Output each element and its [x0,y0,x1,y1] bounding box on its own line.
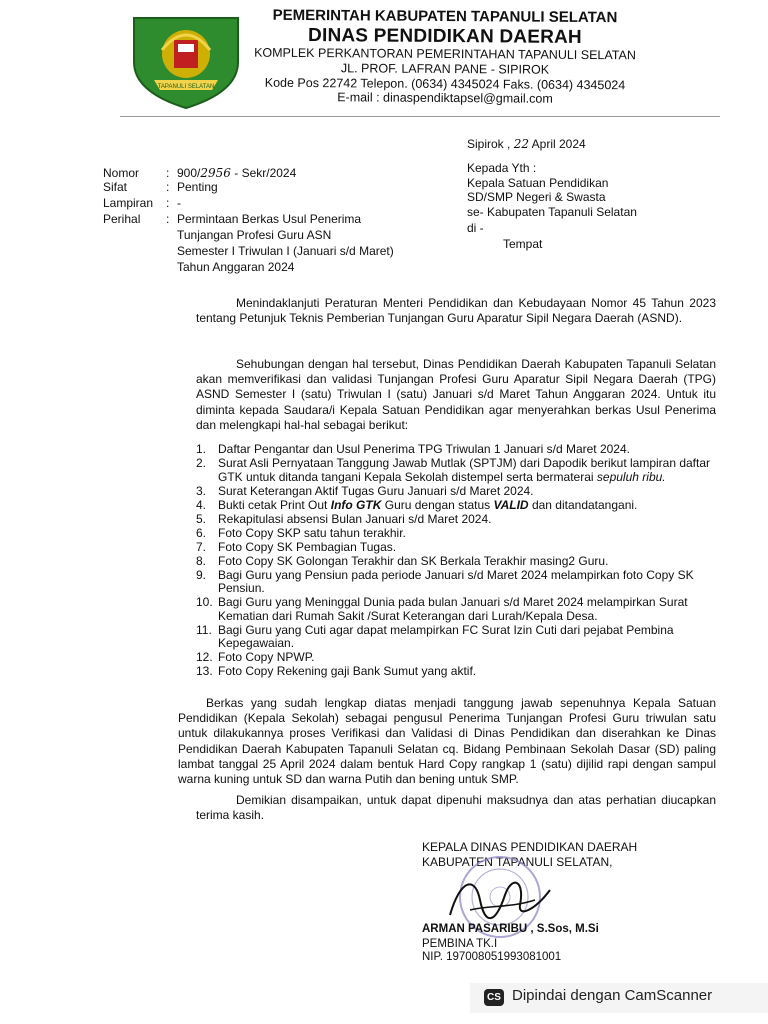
signatory-title-2: KABUPATEN TAPANULI SELATAN, [422,855,613,869]
list-item: 10. Bagi Guru yang Meninggal Dunia pada bulan Januari s/d Maret 2024 melampirkan Surat Kematian dari Rumah Sakit /Surat Keterangan dari Lurah/Kepala Desa. [196,595,688,623]
sifat-colon: : [166,180,170,194]
list-item: 13. Foto Copy Rekening gaji Bank Sumut yang aktif. [196,664,477,678]
perihal-label: Perihal [103,212,141,226]
signatory-rank: PEMBINA TK.I [422,938,498,950]
letterhead-government: PEMERINTAH KABUPATEN TAPANULI SELATAN [272,6,618,27]
signatory-nip: NIP. 197008051993081001 [422,951,562,963]
signature-icon [440,870,560,930]
lampiran-value: - [177,196,181,210]
letterhead-agency: DINAS PENDIDIKAN DAERAH [308,25,582,48]
paragraph-verification: Sehubungan dengan hal tersebut, Dinas Pendidikan Daerah Kabupaten Tapanuli Selatan akan memverifikasi dan validasi Tunjangan Profesi Guru Aparatur Sipil Negara Daerah (TPG) ASND Semester I (satu) Triwulan I (satu) Januari s/d Maret Tahun Anggaran 2024. Untuk itu diminta kepada Saudara/i Kepala Satuan Pendidikan agar menyerahkan berkas Usul Penerima dan melengkapi hal-hal sebagai berikut: [196,357,716,432]
list-item: 1. Daftar Pengantar dan Usul Penerima TPG Triwulan 1 Januari s/d Maret 2024. [196,442,630,456]
list-item: 2. Surat Asli Pernyataan Tanggung Jawab Mutlak (SPTJM) dari Dapodik berikut lampiran daftar GTK untuk ditanda tangani Kepala Sekolah distempel serta bermaterai sepuluh ribu. [196,456,711,484]
nomor-colon: : [166,166,170,180]
recipient-line-1: Kepada Yth : [467,161,537,175]
perihal-colon: : [166,212,170,226]
recipient-line-6: Tempat [503,237,543,251]
sifat-label: Sifat [103,180,128,194]
signatory-title-1: KEPALA DINAS PENDIDIKAN DAERAH [422,840,638,854]
list-item: 5. Rekapitulasi absensi Bulan Januari s/d Maret 2024. [196,511,492,526]
lampiran-colon: : [166,196,170,210]
camscanner-text: Dipindai dengan CamScanner [512,987,713,1004]
lampiran-label: Lampiran [103,196,154,210]
list-item: 3. Surat Keterangan Aktif Tugas Guru Januari s/d Maret 2024. [196,483,534,498]
letterhead-address-2: JL. PROF. LAFRAN PANE - SIPIROK [340,61,550,77]
nomor-label: Nomor [103,166,140,180]
sifat-value: Penting [177,180,218,194]
perihal-line-2: Tunjangan Profesi Guru ASN [177,228,332,242]
camscanner-logo-icon: CS [484,989,504,1006]
signatory-name: ARMAN PASARIBU , S.Sos, M.Si [422,923,599,935]
perihal-line-4: Tahun Anggaran 2024 [177,260,295,274]
paragraph-submission: Berkas yang sudah lengkap diatas menjadi tanggung jawab sepenuhnya Kepala Satuan Pendidikan (Kepala Sekolah) sebagai pengusul Penerima Tunjangan Profesi Guru triwulan satu untuk dilakukannya proses Verifikasi dan Validasi di Dinas Pendidikan dan diserahkan ke Dinas Pendidikan Daerah Kabupaten Tapanuli Selatan cq. Bidang Pembinaan Sekolah Dasar (SD) paling lambat tanggal 25 April 2024 dalam bentuk Hard Copy rangkap 1 (satu) dijilid rapi dengan sampul warna kuning untuk SD dan warna Putih dan bening untuk SMP. [178,696,716,787]
letterhead-address-1: KOMPLEK PERKANTORAN PEMERINTAHAN TAPANULI SELATAN [254,45,636,63]
letterhead-contact: Kode Pos 22742 Telepon. (0634) 4345024 Faks. (0634) 4345024 [264,75,626,93]
logo-text: TAPANULI SELATAN [157,84,215,90]
letter-date: Sipirok , 22 April 2024 [467,137,586,151]
paragraph-closing: Demikian disampaikan, untuk dapat dipenuhi maksudnya dan atas perhatian diucapkan terima kasih. [196,793,716,823]
regency-emblem-icon [126,10,246,110]
recipient-line-2: Kepala Satuan Pendidikan [467,176,609,190]
list-item: 9. Bagi Guru yang Pensiun pada periode Januari s/d Maret 2024 melampirkan foto Copy SK Pensiun. [196,567,694,595]
letterhead-email: E-mail : dinaspendiktapsel@gmail.com [337,90,553,106]
recipient-line-4: se- Kabupaten Tapanuli Selatan [467,205,637,219]
list-item: 7. Foto Copy SK Pembagian Tugas. [196,539,397,554]
requirements-list [196,443,716,679]
list-item: 11. Bagi Guru yang Cuti agar dapat melampirkan FC Surat Izin Cuti dari pejabat Pembina Kepegawaian. [196,622,674,650]
list-item: 8. Foto Copy SK Golongan Terakhir dan SK Berkala Terakhir masing2 Guru. [196,553,609,568]
list-item: 12. Foto Copy NPWP. [196,650,315,664]
perihal-line-3: Semester I Triwulan I (Januari s/d Maret) [177,244,394,258]
perihal-line-1: Permintaan Berkas Usul Penerima [177,212,362,226]
recipient-line-3: SD/SMP Negeri & Swasta [467,190,606,204]
recipient-line-5: di - [467,221,484,235]
paragraph-reference: Menindaklanjuti Peraturan Menteri Pendidikan dan Kebudayaan Nomor 45 Tahun 2023 tentang Petunjuk Teknis Pemberian Tunjangan Guru Aparatur Sipil Negara Daerah (ASND). [196,296,716,326]
nomor-value: 900/2956 - Sekr/2024 [177,166,297,180]
letterhead-divider [120,116,720,117]
list-item: 4. Bukti cetak Print Out Info GTK Guru dengan status VALID dan ditandatangani. [196,497,638,512]
list-item: 6. Foto Copy SKP satu tahun terakhir. [196,525,406,540]
